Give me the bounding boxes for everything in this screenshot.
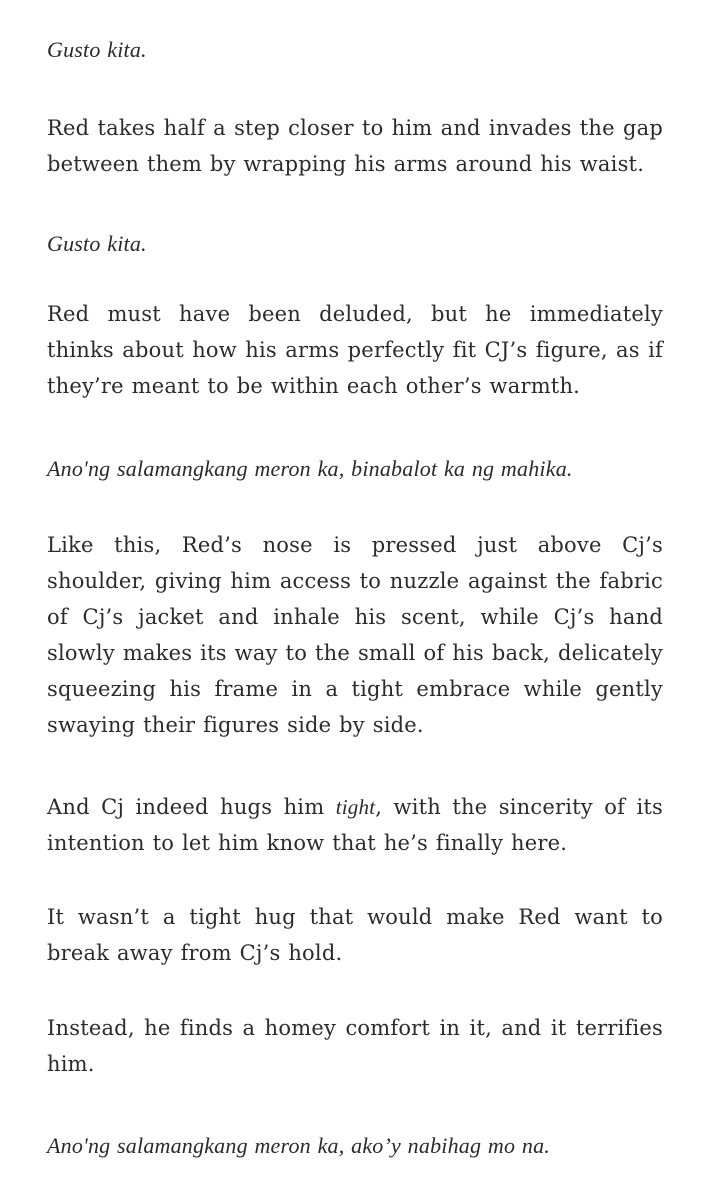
italic-line-gusto-kita-2: Gusto kita. <box>47 231 147 256</box>
paragraph-like-this: Like this, Red’s nose is pressed just above Cj’s shoulder, giving him access to nuzzle against the fabric of Cj’s jacket and inhale his scent, while Cj’s hand slowly makes its way to the small of his back, delicately squeezing his frame in a tight embrace while gently swaying their figures side by side. <box>47 533 663 737</box>
paragraph-red-takes-step: Red takes half a step closer to him and invades the gap between them by wrapping his arms around his waist. <box>47 116 663 176</box>
italic-line-salamangka-2: Ano'ng salamangkang meron ka, ako’y nabihag mo na. <box>47 1133 550 1158</box>
paragraph-red-deluded: Red must have been deluded, but he immediately thinks about how his arms perfectly fit CJ’s figure, as if they’re meant to be within each other’s warmth. <box>47 302 663 398</box>
paragraph-homey-comfort: Instead, he finds a homey comfort in it, and it terrifies him. <box>47 1016 663 1076</box>
emphasis-tight: tight <box>335 795 376 819</box>
paragraph-cj-hugs-tight <box>47 789 663 861</box>
paragraph-cj-hugs-tight-before: And Cj indeed hugs him <box>47 795 336 819</box>
paragraph-cj-hugs-tight-after: , with the sincerity of its intention to let him know that he’s finally here. <box>47 795 663 855</box>
italic-line-salamangka-1: Ano'ng salamangkang meron ka, binabalot ka ng mahika. <box>47 456 573 481</box>
paragraph-tight-hug: It wasn’t a tight hug that would make Red want to break away from Cj’s hold. <box>47 905 663 965</box>
italic-line-gusto-kita-1: Gusto kita. <box>47 37 147 62</box>
